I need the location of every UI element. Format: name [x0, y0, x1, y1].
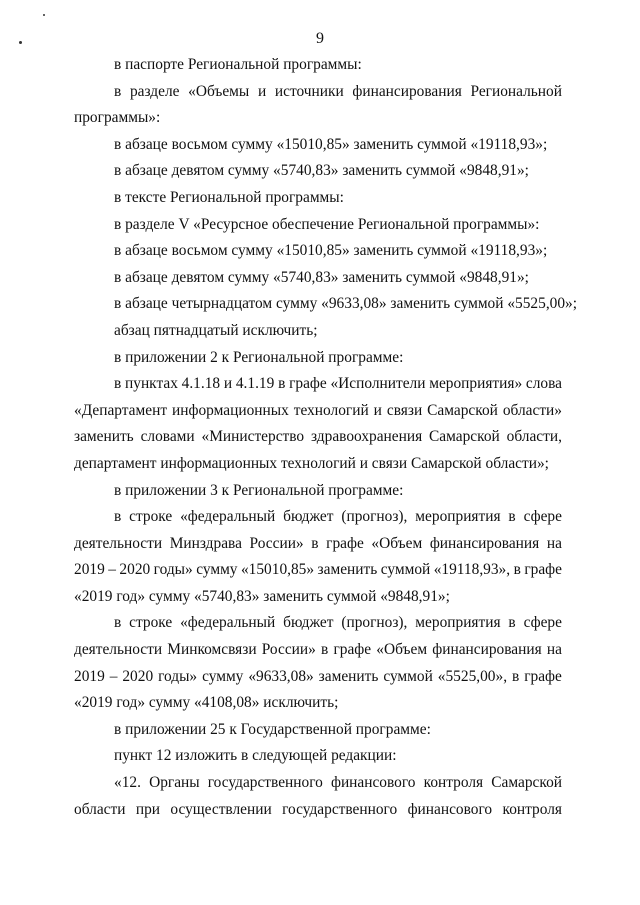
word: и: [373, 401, 382, 419]
scan-speck: [43, 14, 45, 16]
word: в: [508, 508, 516, 526]
text-line: в тексте Региональной программы:: [114, 188, 344, 206]
text-line: «2019 год» сумму «4108,08» исключить;: [74, 694, 339, 712]
word: Органы: [149, 774, 200, 792]
word: источники: [274, 82, 344, 100]
word: в: [508, 614, 516, 632]
word: «19118,93»,: [433, 561, 511, 579]
word: слова: [525, 375, 562, 393]
word: деятельности: [74, 641, 163, 659]
word: Региональной: [470, 82, 562, 100]
word: графе: [524, 561, 562, 579]
word: и: [223, 375, 233, 393]
word: в: [114, 375, 122, 393]
word: области»: [502, 401, 562, 419]
text-line: [74, 424, 562, 451]
text-line: [74, 797, 562, 824]
text-line: [74, 371, 562, 398]
word: –: [109, 667, 118, 685]
word: сумму: [202, 667, 244, 685]
text-line: в приложении 2 к Региональной программе:: [114, 348, 404, 366]
word: финансирования: [432, 641, 542, 659]
word: бюджет: [283, 614, 334, 632]
word: Самарской: [491, 774, 562, 792]
word: технологий: [293, 401, 369, 419]
word: в: [511, 667, 520, 685]
word: сумму: [196, 561, 238, 579]
word: контроля: [423, 774, 484, 792]
word: (прогноз),: [341, 508, 408, 526]
text-line: пункт 12 изложить в следующей редакции:: [114, 747, 397, 765]
word: мероприятия: [415, 508, 501, 526]
word: «5525,00»,: [437, 667, 508, 685]
word: в: [311, 534, 319, 552]
word: в: [278, 375, 286, 393]
word: и: [257, 82, 267, 100]
word: на: [546, 641, 562, 659]
word: «Объем: [371, 534, 423, 552]
text-line: [74, 664, 562, 691]
word: бюджет: [283, 508, 334, 526]
text-line: [74, 79, 562, 106]
word: 4.1.19: [235, 375, 275, 393]
word: графе: [326, 534, 364, 552]
word: в: [321, 641, 329, 659]
word: заменить: [317, 561, 378, 579]
text-line: в абзаце восьмом сумму «15010,85» заменить суммой «19118,93»;: [114, 242, 548, 260]
text-line: [74, 770, 562, 797]
word: 4.1.18: [181, 375, 221, 393]
word: финансирования: [352, 82, 462, 100]
text-line: программы»:: [74, 109, 161, 127]
word: годы»: [153, 561, 193, 579]
word: «Департамент: [74, 401, 168, 419]
word: «15010,85»: [240, 561, 315, 579]
word: Минздрава: [169, 534, 242, 552]
text-line: в паспорте Региональной программы:: [114, 56, 362, 73]
word: «Объем: [376, 641, 428, 659]
word: в: [114, 508, 122, 526]
word: области,: [506, 428, 562, 446]
text-line: [74, 504, 562, 531]
word: графе: [289, 375, 327, 393]
word: при: [135, 800, 161, 818]
word: графе: [524, 667, 562, 685]
word: финансирования: [429, 534, 540, 552]
text-line: [74, 610, 562, 637]
word: «Исполнители: [330, 375, 426, 393]
word: государственного: [282, 800, 398, 818]
word: годы»: [158, 667, 198, 685]
text-line: [74, 531, 562, 558]
word: в: [513, 561, 521, 579]
text-line: в приложении 25 к Государственной программе:: [114, 720, 431, 738]
word: (прогноз),: [341, 614, 408, 632]
word: строке: [129, 614, 173, 632]
word: «Объемы: [188, 82, 250, 100]
word: осуществлении: [170, 800, 272, 818]
word: деятельности: [74, 534, 163, 552]
text-line: в приложении 3 к Региональной программе:: [114, 481, 404, 499]
word: графе: [333, 641, 372, 659]
word: –: [108, 561, 116, 579]
word: финансового: [330, 774, 416, 792]
word: Самарской: [427, 401, 498, 419]
text-line: [74, 637, 562, 664]
word: контроля: [502, 800, 562, 818]
word: Минкомсвязи: [167, 641, 257, 659]
word: финансового: [407, 800, 493, 818]
text-line: «2019 год» сумму «5740,83» заменить суммой «9848,91»;: [74, 587, 450, 605]
word: сфере: [523, 508, 562, 526]
word: «Министерство: [201, 428, 305, 446]
word: России»: [249, 534, 304, 552]
text-line: [74, 398, 562, 425]
word: области: [74, 800, 126, 818]
word: «12.: [114, 774, 141, 792]
word: строке: [129, 508, 173, 526]
text-line: в разделе V «Ресурсное обеспечение Региональной программы»:: [114, 215, 540, 233]
text-line: в абзаце девятом сумму «5740,83» заменить суммой «9848,91»;: [114, 268, 529, 286]
text-line: в абзаце четырнадцатом сумму «9633,08» заменить суммой «5525,00»;: [114, 295, 578, 313]
word: 2019: [74, 561, 105, 579]
word: заменить: [74, 428, 134, 446]
document-body: [74, 52, 578, 823]
text-line: департамент информационных технологий и связи Самарской области»;: [74, 454, 549, 472]
word: информационных: [172, 401, 289, 419]
page-number: 9: [316, 30, 324, 47]
word: «федеральный: [180, 614, 276, 632]
word: «федеральный: [180, 508, 276, 526]
word: «9633,08»: [248, 667, 314, 685]
word: 2020: [119, 561, 151, 579]
text-line: абзац пятнадцатый исключить;: [114, 321, 318, 339]
word: России»: [261, 641, 316, 659]
word: пунктах: [125, 375, 178, 393]
word: сфере: [523, 614, 562, 632]
word: мероприятия: [415, 614, 501, 632]
word: здравоохранения: [311, 428, 423, 446]
word: в: [114, 82, 122, 100]
word: мероприятия»: [429, 375, 523, 393]
word: государственного: [207, 774, 323, 792]
word: словами: [140, 428, 195, 446]
word: суммой: [383, 667, 433, 685]
word: 2019: [74, 667, 105, 685]
word: 2020: [122, 667, 154, 685]
word: в: [114, 614, 122, 632]
word: заменить: [318, 667, 379, 685]
text-line: в абзаце восьмом сумму «15010,85» заменить суммой «19118,93»;: [114, 135, 548, 153]
word: связи: [386, 401, 423, 419]
word: на: [546, 534, 562, 552]
word: Самарской: [429, 428, 500, 446]
word: разделе: [129, 82, 180, 100]
text-line: в абзаце девятом сумму «5740,83» заменить суммой «9848,91»;: [114, 162, 529, 180]
text-line: [74, 557, 562, 584]
word: суммой: [380, 561, 431, 579]
